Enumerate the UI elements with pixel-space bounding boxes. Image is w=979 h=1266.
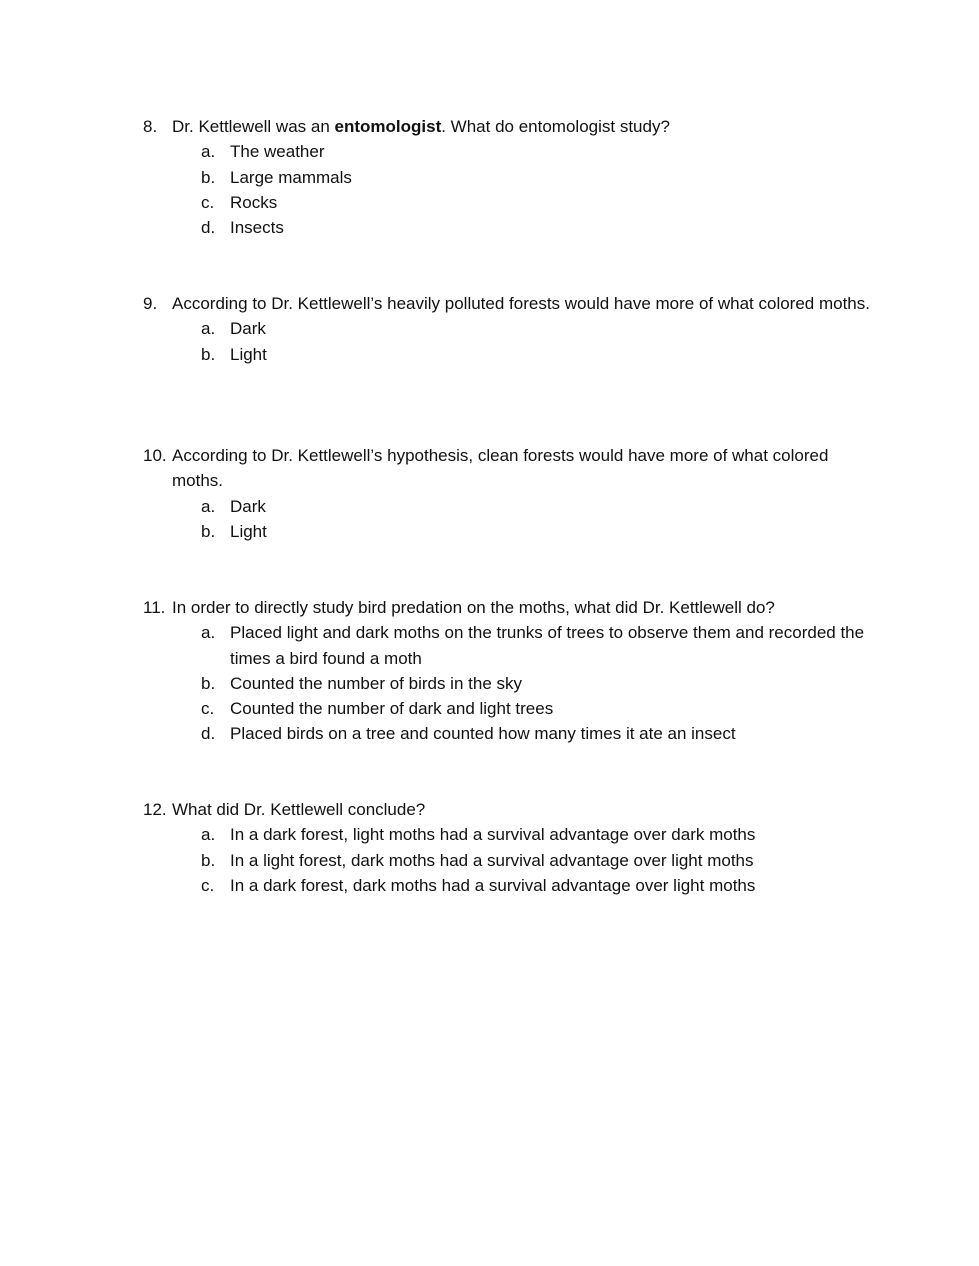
- option-c: c. Counted the number of dark and light trees: [201, 699, 554, 719]
- bold-term: entomologist: [334, 117, 442, 136]
- option-d: d. Insects: [201, 218, 284, 238]
- question-11: [143, 595, 873, 747]
- option-c: c. In a dark forest, dark moths had a survival advantage over light moths: [201, 875, 756, 895]
- question-number: 9.: [143, 294, 158, 313]
- option-a: a. Dark: [201, 319, 266, 339]
- question-text: According to Dr. Kettlewell’s heavily polluted forests would have more of what colored moths.: [172, 294, 870, 313]
- answer-options: [143, 316, 873, 367]
- answer-options: [143, 620, 873, 746]
- option-c: c. Rocks: [201, 192, 278, 212]
- option-a: a. In a dark forest, light moths had a survival advantage over dark moths: [201, 825, 756, 845]
- question-8: [143, 114, 873, 240]
- option-d: d. Placed birds on a tree and counted how many times it ate an insect: [201, 724, 736, 744]
- question-12: [143, 797, 873, 898]
- question-number: 8.: [143, 117, 158, 136]
- question-number: 10.: [143, 446, 167, 465]
- question-text: Dr. Kettlewell was an entomologist. What do entomologist study?: [172, 117, 670, 136]
- option-b: b. Light: [201, 344, 267, 364]
- answer-options: [143, 494, 873, 545]
- option-b: b. In a light forest, dark moths had a survival advantage over light moths: [201, 850, 754, 870]
- answer-options: [143, 139, 873, 240]
- option-a: a. Placed light and dark moths on the trunks of trees to observe them and recorded the times a bird found a moth: [201, 623, 865, 668]
- question-number: 11.: [143, 598, 166, 617]
- answer-options: [143, 822, 873, 898]
- question-10: [143, 443, 873, 544]
- option-b: b. Large mammals: [201, 167, 352, 187]
- option-a: a. The weather: [201, 142, 325, 162]
- option-b: b. Light: [201, 521, 267, 541]
- question-text: According to Dr. Kettlewell’s hypothesis, clean forests would have more of what colored moths.: [172, 446, 829, 491]
- question-number: 12.: [143, 800, 167, 819]
- option-a: a. Dark: [201, 496, 266, 516]
- question-text: In order to directly study bird predation on the moths, what did Dr. Kettlewell do?: [172, 598, 775, 617]
- question-9: [143, 291, 873, 367]
- option-b: b. Counted the number of birds in the sky: [201, 673, 522, 693]
- question-text: What did Dr. Kettlewell conclude?: [172, 800, 426, 819]
